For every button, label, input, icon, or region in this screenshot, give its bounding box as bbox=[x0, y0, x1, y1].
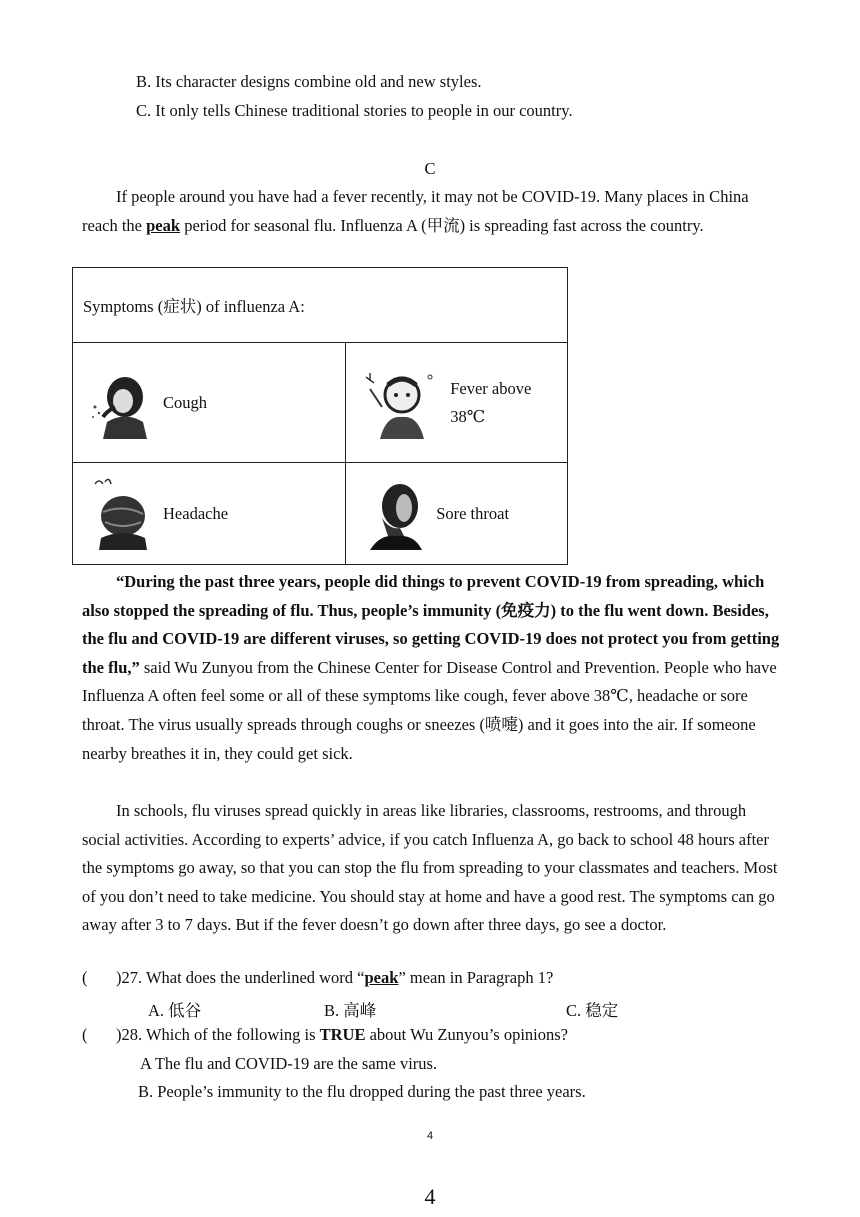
small-page-number: 4 bbox=[426, 1130, 434, 1142]
symptoms-table bbox=[72, 267, 568, 565]
q27-keyword: peak bbox=[364, 968, 399, 987]
symptoms-header-text: Symptoms (症状) of influenza A: bbox=[83, 297, 305, 316]
symptom-label-headache: Headache bbox=[163, 503, 229, 523]
symptom-cell-headache bbox=[73, 463, 346, 565]
headache-person-icon bbox=[87, 478, 157, 550]
quote-bold-text: “During the past three years, people did things to prevent COVID-19 from spreading, which also stopped the spreading of flu. Thus, people’s immunity (免疫力) to the flu went down. Besides, the flu and COVID-19 are different viruses, so getting COVID-19 does not protect you from getting the flu,” bbox=[82, 572, 780, 677]
quote-rest-text: said Wu Zunyou from the Chinese Center for Disease Control and Prevention. People who have Influenza A often feel some or all of these symptoms like cough, fever above 38℃, headache or sore throat. The virus usually spreads through coughs or sneezes (喷嚏) and it goes into the air. If someone nearby breathes it in, they could get sick. bbox=[82, 657, 777, 763]
schools-paragraph bbox=[82, 797, 782, 940]
coughing-person-icon bbox=[87, 367, 157, 439]
symptom-label-cough: Cough bbox=[163, 392, 208, 412]
symptom-cell-fever bbox=[346, 343, 568, 463]
intro-text-after: period for seasonal flu. Influenza A (甲流) is spreading fast across the country. bbox=[180, 215, 704, 235]
question-28 bbox=[116, 1025, 568, 1045]
symptoms-table-header bbox=[73, 268, 568, 343]
q28-text-after: about Wu Zunyou’s opinions? bbox=[365, 1025, 568, 1044]
peak-keyword: peak bbox=[146, 215, 181, 235]
symptom-cell-cough bbox=[73, 343, 346, 463]
q28-true-word: TRUE bbox=[319, 1025, 366, 1044]
schools-text: In schools, flu viruses spread quickly in areas like libraries, classrooms, restrooms, and through social activities. According to experts’ advice, if you catch Influenza A, go back to school 48 hours after the symptoms go away, so that you can stop the flu from spreading to your classmates and teachers. Most of you don’t need to take medicine. You should stay at home and have a good rest. The symptoms can go away after 3 to 7 days. But if the fever doesn’t go down after three days, go see a doctor. bbox=[82, 801, 778, 935]
option-b: B. Its character designs combine old and new styles. bbox=[136, 72, 482, 91]
q27-option-b: B. 高峰 bbox=[324, 1001, 377, 1020]
sore-throat-person-icon bbox=[360, 478, 430, 550]
q27-text-after: ” mean in Paragraph 1? bbox=[398, 968, 554, 987]
option-c: C. It only tells Chinese traditional stories to people in our country. bbox=[136, 101, 573, 120]
intro-text-before: If people around you have had a fever recently, it may not be COVID-19. Many places in China reach the bbox=[82, 187, 749, 235]
symptom-label-fever bbox=[450, 375, 531, 431]
q28-text-before: )28. Which of the following is bbox=[116, 1025, 320, 1044]
quote-paragraph bbox=[82, 568, 782, 768]
symptom-cell-sore-throat bbox=[346, 463, 568, 565]
q27-paren: ( bbox=[82, 968, 88, 987]
q28-option-a: A The flu and COVID-19 are the same virus. bbox=[140, 1054, 438, 1073]
intro-paragraph bbox=[82, 183, 782, 240]
feverish-person-icon bbox=[356, 367, 436, 439]
q28-option-b: B. People’s immunity to the flu dropped during the past three years. bbox=[138, 1082, 586, 1101]
question-27 bbox=[116, 968, 553, 988]
section-heading: C bbox=[424, 159, 436, 178]
symptom-label-sore-throat: Sore throat bbox=[436, 503, 510, 523]
page-number: 4 bbox=[424, 1184, 436, 1209]
q27-option-a: A. 低谷 bbox=[148, 1001, 202, 1020]
q27-text-before: )27. What does the underlined word “ bbox=[116, 968, 365, 987]
fever-label-line2: 38℃ bbox=[450, 406, 486, 426]
fever-label-line1: Fever above bbox=[450, 378, 532, 398]
q27-option-c: C. 稳定 bbox=[566, 1001, 619, 1020]
q28-paren: ( bbox=[82, 1025, 88, 1044]
